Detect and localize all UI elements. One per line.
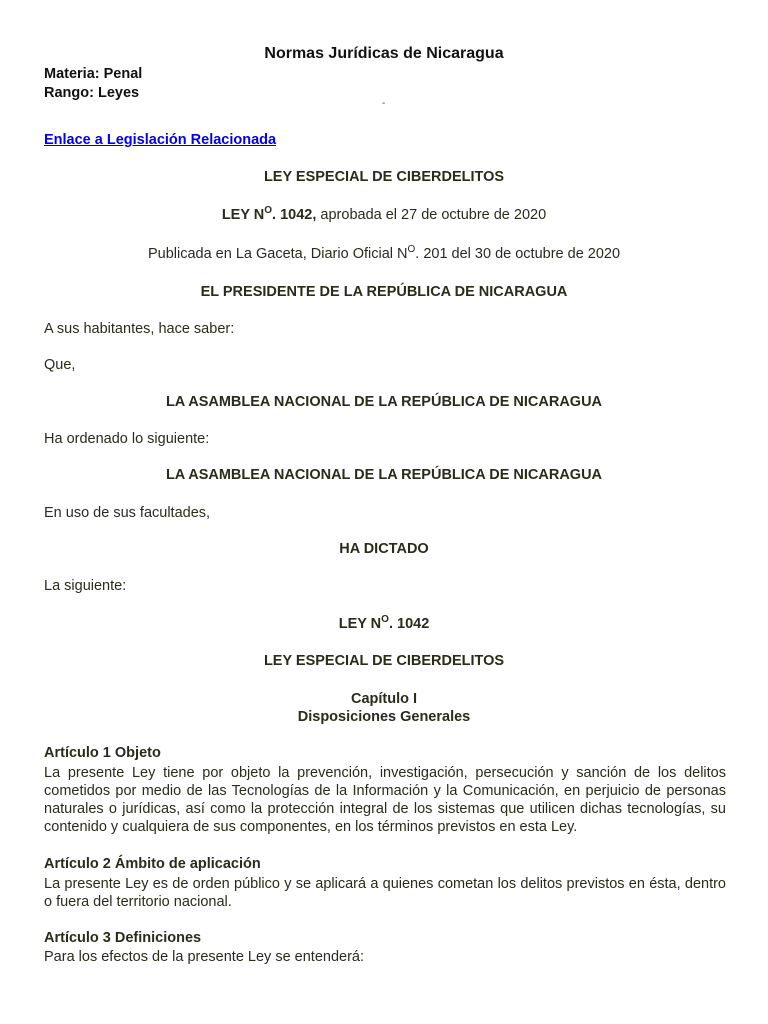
article-2-text: La presente Ley es de orden público y se aplicará a quienes cometan los delitos previstos en ésta, dentro o fuera del territorio nacional.: [44, 876, 726, 910]
assembly-heading-1: LA ASAMBLEA NACIONAL DE LA REPÚBLICA DE NICARAGUA: [165, 394, 603, 410]
separator-dot: -: [382, 98, 386, 109]
chapter-label: Capítulo I: [350, 691, 418, 707]
law-title: LEY ESPECIAL DE CIBERDELITOS: [263, 169, 505, 185]
law-number-sup: O: [264, 205, 273, 216]
president-heading: EL PRESIDENTE DE LA REPÚBLICA DE NICARAGUA: [200, 284, 568, 300]
law-number-heading: [0, 616, 768, 632]
following-text: La siguiente:: [44, 578, 127, 594]
law-no-prefix: LEY N: [338, 616, 382, 632]
article-3-heading: Artículo 3 Definiciones: [44, 930, 202, 946]
document-title: Normas Jurídicas de Nicaragua: [264, 45, 504, 62]
publication-line: [0, 246, 768, 262]
inhabitants-text: A sus habitantes, hace saber:: [44, 321, 235, 337]
article-1-text: La presente Ley tiene por objeto la prevención, investigación, persecución y sanción de los delitos cometidos por medio de las Tecnologías de la Información y la Comunicación, en perjuicio de personas naturales o jurídicas, así como la protección integral de los sistemas que utilicen dichas tecnologías, su contenido y cualquiera de sus componentes, en los términos previstos en esta Ley.: [44, 765, 726, 835]
que-text: Que,: [44, 357, 76, 373]
rango-label: Rango: Leyes: [44, 85, 140, 101]
publication-suffix: . 201 del 30 de octubre de 2020: [415, 246, 621, 262]
law-no-suffix: . 1042: [388, 616, 430, 632]
dictated-heading: HA DICTADO: [339, 541, 429, 557]
related-legislation-link[interactable]: Enlace a Legislación Relacionada: [44, 132, 277, 148]
law-number-prefix: LEY N: [221, 207, 265, 223]
publication-prefix: Publicada en La Gaceta, Diario Oficial N: [147, 246, 408, 262]
law-title-repeat: LEY ESPECIAL DE CIBERDELITOS: [263, 653, 505, 669]
publication-sup: O: [407, 244, 416, 255]
faculties-text: En uso de sus facultades,: [44, 505, 211, 521]
law-approved-date: aprobada el 27 de octubre de 2020: [316, 207, 547, 223]
materia-label: Materia: Penal: [44, 66, 143, 82]
law-number-line: [0, 207, 768, 223]
law-no-sup: O: [381, 614, 389, 625]
chapter-name: Disposiciones Generales: [297, 709, 471, 725]
ordered-text: Ha ordenado lo siguiente:: [44, 431, 210, 447]
article-1-heading: Artículo 1 Objeto: [44, 745, 161, 761]
assembly-heading-2: LA ASAMBLEA NACIONAL DE LA REPÚBLICA DE NICARAGUA: [165, 467, 603, 483]
article-2-heading: Artículo 2 Ámbito de aplicación: [44, 856, 261, 872]
law-number-suffix: . 1042,: [272, 207, 317, 223]
article-3-text: Para los efectos de la presente Ley se entenderá:: [44, 949, 365, 965]
